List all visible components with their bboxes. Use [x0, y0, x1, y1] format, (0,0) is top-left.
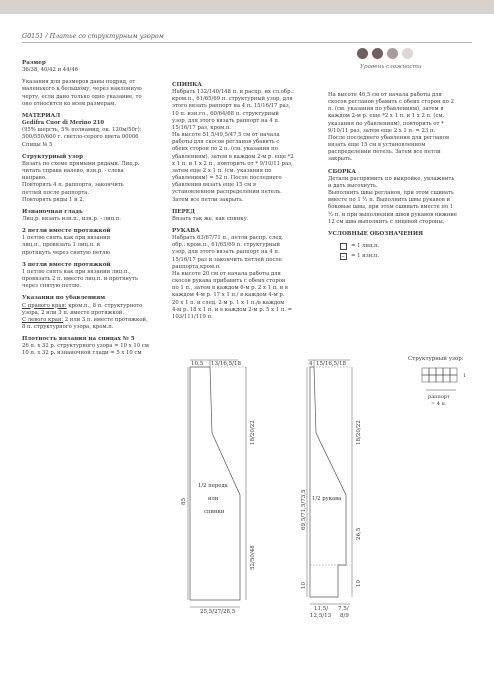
column-right	[328, 92, 473, 263]
sleeve-line: 103/111/119 п.	[172, 313, 213, 320]
struct-line: Повторять 4 п. раппорта, закончить	[22, 182, 124, 189]
raglan-line: После последнего убавления для регланов	[328, 134, 449, 141]
sleeve-line: каждом 4-м р. 17 х 1 п./ в каждом 4-м р.	[172, 292, 285, 299]
size-note-line: Указания для размеров даны подряд, от	[22, 79, 136, 86]
gauge-heading: Плотность вязания на спицах № 5	[22, 336, 135, 343]
chart-cell	[429, 368, 436, 375]
assembly-line: и дать высохнуть.	[328, 182, 378, 189]
chart-cell	[422, 368, 429, 375]
back-line: работы для скосов регланов убавить с	[172, 139, 280, 146]
sleeve-height-low-label: 10	[356, 580, 362, 587]
k3tog-line: провязать 2 п. вместе лиц.п. и протянуть	[22, 276, 138, 283]
body-center-label-2: или	[208, 496, 219, 502]
decrease-left-label: С левого края:	[22, 316, 64, 323]
raglan-line: каждом 2-м р. еще *2 х 1 п. и 1 х 2 п. (см.	[328, 113, 445, 120]
difficulty-dots	[357, 48, 417, 60]
raglan-section	[328, 92, 473, 164]
back-line: На высоте 51,5/49,5/47,5 см от начала	[172, 132, 280, 139]
sleeve-section	[172, 228, 317, 321]
chart-cell	[422, 375, 429, 382]
difficulty-label: Уровень сложности	[360, 64, 422, 70]
purl-symbol-mark: –	[341, 252, 345, 260]
body-center-label-1: 1/2 переда	[198, 483, 228, 489]
sleeve-line: 4-м р. 18 х 1 п. и в каждом 2-м р. 5 х 1 п. =	[172, 306, 293, 313]
sleeve-bottom-left-1: 11,5/	[314, 606, 329, 612]
material-line: 500/550/600 г. светло-серого цвета 00006	[22, 134, 139, 141]
body-schematic	[150, 355, 270, 615]
gauge-section	[22, 336, 152, 357]
material-line: (95% шерсть, 5% полиамид, ок. 120м/50г):	[22, 127, 142, 134]
purl-section	[22, 209, 152, 223]
sleeve-schematic	[298, 355, 398, 625]
decrease-right-label: С правого края:	[22, 302, 67, 309]
legend-knit-label: = 1 лиц.п.	[351, 242, 380, 249]
size-heading: Размер	[22, 60, 46, 66]
k2tog-section	[22, 228, 152, 257]
struct-line: читать справа налево, изн.р. - слева	[22, 168, 124, 175]
back-line: убавлениям), затем в каждом 2-м р. еще *2	[172, 153, 294, 160]
front-line: Вязать так же, как спинку.	[172, 215, 249, 222]
chart-cell	[450, 368, 457, 375]
back-line: убавления вязать еще 15 см в	[172, 182, 256, 189]
sleeve-bottom-right-2: 8/9	[340, 613, 349, 619]
size-note-line: черту, если дано только одно указание, то	[22, 93, 142, 100]
back-line: установленном распределении петель.	[172, 189, 282, 196]
back-heading: СПИНКА	[172, 82, 202, 88]
material-heading: МАТЕРИАЛ	[22, 112, 61, 119]
body-height-total-label: 85	[181, 498, 187, 505]
back-line: кром.п., 61/65/69 п. структурный узор, для	[172, 96, 293, 103]
raglan-line: На высоте 46,5 см от начала работы для	[328, 92, 442, 98]
sleeve-bottom-left-2: 12,5/13	[310, 613, 332, 619]
sleeve-height-base-label: 10	[301, 582, 307, 589]
sleeve-line: раппорта,кром.п.	[172, 263, 221, 270]
k3tog-heading: 3 петли вместе протяжкой	[22, 261, 111, 268]
back-line: затем еще 2 х 1 п. (см. указания по	[172, 167, 272, 174]
chart-repeat-label-2: = 4 п.	[431, 401, 447, 407]
size-note	[22, 79, 152, 108]
top-bar	[0, 0, 494, 14]
difficulty-dot-2	[372, 48, 383, 59]
chart-grid	[422, 368, 457, 382]
page-title: G0151 / Платье со структурным узором	[22, 32, 164, 40]
legend-purl	[340, 253, 473, 260]
header-divider	[22, 42, 472, 43]
purl-heading: Изнаночная гладь	[22, 208, 83, 215]
chart-repeat-label-1: раппорт	[428, 394, 450, 400]
k3tog-line: через снятую петлю.	[22, 283, 82, 290]
chart-row-number: 1	[463, 373, 467, 379]
decrease-section	[22, 295, 152, 331]
assembly-line: Детали распрямить по выкройке, увлажнить	[328, 175, 455, 182]
size-note-line: оно относится ко всем размерам.	[22, 100, 116, 107]
symbols-section	[328, 231, 473, 238]
body-top-left-label: 10,5	[191, 361, 204, 367]
k3tog-line: 1 петлю снять как при вязании лиц.п.,	[22, 268, 131, 275]
chart-cell	[443, 368, 450, 375]
material-line: Спицы № 5	[22, 141, 53, 148]
sleeve-line: обр.: кром.п., 61/65/69 п. структурный	[172, 242, 280, 249]
sleeve-height-total-label: 69,5/71,5/73,5	[301, 489, 307, 530]
decrease-line: узора, 2 или 3 п. вместе протяжкой.	[22, 309, 125, 316]
sleeve-center-label: 1/2 рукава	[312, 496, 342, 502]
sleeve-top-left-label: 4	[309, 361, 313, 367]
sleeve-line: 15/16/17 раз и закончить петлей после	[172, 256, 282, 263]
decrease-heading: Указания по убавлениям	[22, 295, 106, 302]
front-section	[172, 209, 317, 223]
back-line: Затем все петли закрыть.	[172, 196, 244, 203]
struct-pattern-section	[22, 154, 152, 204]
size-values: 36/38, 40/42 и 44/46	[22, 67, 79, 74]
stitch-chart	[420, 366, 470, 412]
symbols-heading: УСЛОВНЫЕ ОБОЗНАЧЕНИЯ	[328, 230, 424, 237]
column-middle	[172, 82, 317, 326]
gauge-line: 10 п. х 32 р. изнаночной глади = 5 х 10 см	[22, 350, 142, 357]
raglan-line: скосов регланов убавить с обеих сторон по 2	[328, 99, 454, 106]
sleeve-top-right-label: 15/16,5/18	[316, 361, 346, 367]
sleeve-line: 20 х 1 п. и след. 2-м р. 1 х 1 п./в каждом	[172, 299, 285, 306]
struct-line: направо.	[22, 175, 47, 182]
knit-symbol-icon	[340, 243, 347, 250]
assembly-line: ½ п. и при выполнении швов рукавов нижние	[328, 211, 457, 218]
stitch-chart-title: Структурный узор:	[408, 356, 464, 362]
purl-line: Лиц.р. вязать изн.п., изн.р. - лиц.п.	[22, 215, 121, 222]
body-center-label-3: спинки	[204, 509, 225, 515]
struct-line: Повторять ряды 1 и 2.	[22, 196, 85, 203]
back-line: 15/16/17 раз, кром.п.	[172, 124, 232, 131]
difficulty-dot-3	[387, 48, 398, 59]
back-line: узор, для этого вязать раппорт на 4 п.	[172, 117, 280, 124]
struct-heading: Структурный узор	[22, 153, 83, 160]
difficulty-dot-4	[402, 48, 413, 59]
struct-line: Вязать по схеме прямыми рядами. Лиц.р.	[22, 160, 140, 167]
struct-line: петлей после раппорта.	[22, 189, 90, 196]
back-line: 10 п. изн.гл., 60/64/68 п. структурный	[172, 110, 279, 117]
sleeve-line: узор, для этого вязать раппорт на 4 п.	[172, 249, 280, 256]
sleeve-line: На высоте 20 см от начала работы для	[172, 270, 281, 277]
back-line: Набрать 132/140/148 п. и распр. их сл.обр.:	[172, 89, 294, 96]
assembly-section	[328, 169, 473, 226]
sleeve-height-mid-label: 26,5	[356, 527, 362, 540]
assembly-line: Выполнить швы регланов, при этом сшивать	[328, 190, 454, 197]
body-height-lower-label: 52/50/48	[250, 545, 256, 570]
sleeve-height-upper-label: 18/20/22	[356, 420, 362, 445]
k3tog-section	[22, 262, 152, 291]
chart-cell	[450, 375, 457, 382]
raglan-line: п. (см. указания по убавлениям), затем в	[328, 106, 444, 113]
gauge-line: 26 п. х 32 р. структурного узора = 10 х 10 см	[22, 343, 149, 350]
body-bottom-width-label: 25,5/27/28,5	[200, 609, 236, 615]
raglan-line: 9/10/11 раз, затем еще 2 х 1 п. = 23 п.	[328, 127, 436, 134]
raglan-line: распределении петель. Затем все петли	[328, 149, 441, 156]
size-note-line: маленького к большому, через наклонную	[22, 86, 142, 93]
column-left	[22, 60, 152, 363]
material-line: Gedifra Cuor di Merino 210	[22, 120, 105, 127]
body-top-right-label: 13/16,5/18	[211, 361, 241, 367]
assembly-heading: СБОРКА	[328, 168, 356, 175]
k2tog-line: лиц.п., провязать 1 лиц.п. и	[22, 242, 101, 249]
back-line: обеих сторон по 2 п. (см. указания по	[172, 146, 278, 153]
chart-cell	[436, 375, 443, 382]
front-heading: ПЕРЕД	[172, 208, 195, 215]
decrease-left-line	[22, 317, 152, 324]
decrease-right-rest: кром.п., 8 п. структурного	[66, 302, 143, 309]
legend-knit	[340, 243, 473, 250]
raglan-line: вязать еще 15 см в установленном	[328, 142, 426, 149]
k2tog-heading: 2 петли вместе протяжкой	[22, 228, 111, 235]
purl-symbol-icon	[340, 253, 347, 260]
k2tog-line: 1 петлю снять как при вязании	[22, 235, 111, 242]
back-line: убавлениям) = 52 п. После последнего	[172, 175, 282, 182]
decrease-line: 8 п. структурного узора, кром.п.	[22, 324, 114, 330]
sleeve-outline	[310, 367, 346, 597]
raglan-line: указания по убавлениям), повторить от *	[328, 120, 444, 127]
k2tog-line: протянуть через снятую петлю	[22, 249, 111, 256]
back-line: х 1 п. и 1 х 2 п., повторить от * 9/10/11 раз,	[172, 160, 293, 167]
sleeve-line: скосов рукава прибавить с обеих сторон	[172, 278, 286, 285]
legend-purl-label: = 1 изн.п.	[351, 253, 380, 260]
back-line: этого вязать раппорт на 4 п. 15/16/17 раз,	[172, 103, 291, 110]
assembly-line: 12 см шва выполнить с лицевой стороны.	[328, 218, 445, 225]
raglan-line: закрыть.	[328, 156, 353, 163]
sleeve-line: Набрать 63/67/71 п., петли распр. след.	[172, 235, 284, 242]
back-section	[172, 82, 317, 204]
chart-cell	[429, 375, 436, 382]
difficulty-dot-1	[357, 48, 368, 59]
sleeve-line: по 1 п., затем в каждом 6-м р. 2 х 1 п. и в	[172, 285, 288, 292]
decrease-left-rest: 2 или 3 п. вместе протяжкой,	[63, 316, 148, 323]
chart-cell	[436, 368, 443, 375]
sleeve-bottom-right-1: 7,5/	[338, 606, 349, 612]
decrease-right-line	[22, 303, 152, 310]
assembly-line: вместе по 1 ½ п. Выполнить швы рукавов и	[328, 197, 451, 204]
assembly-line: боковые швы, при этом сшивать вместе по 1	[328, 204, 454, 211]
sleeve-heading: РУКАВА	[172, 227, 200, 234]
chart-cell	[443, 375, 450, 382]
body-height-upper-label: 18/20/22	[250, 420, 256, 445]
material-section	[22, 113, 152, 149]
